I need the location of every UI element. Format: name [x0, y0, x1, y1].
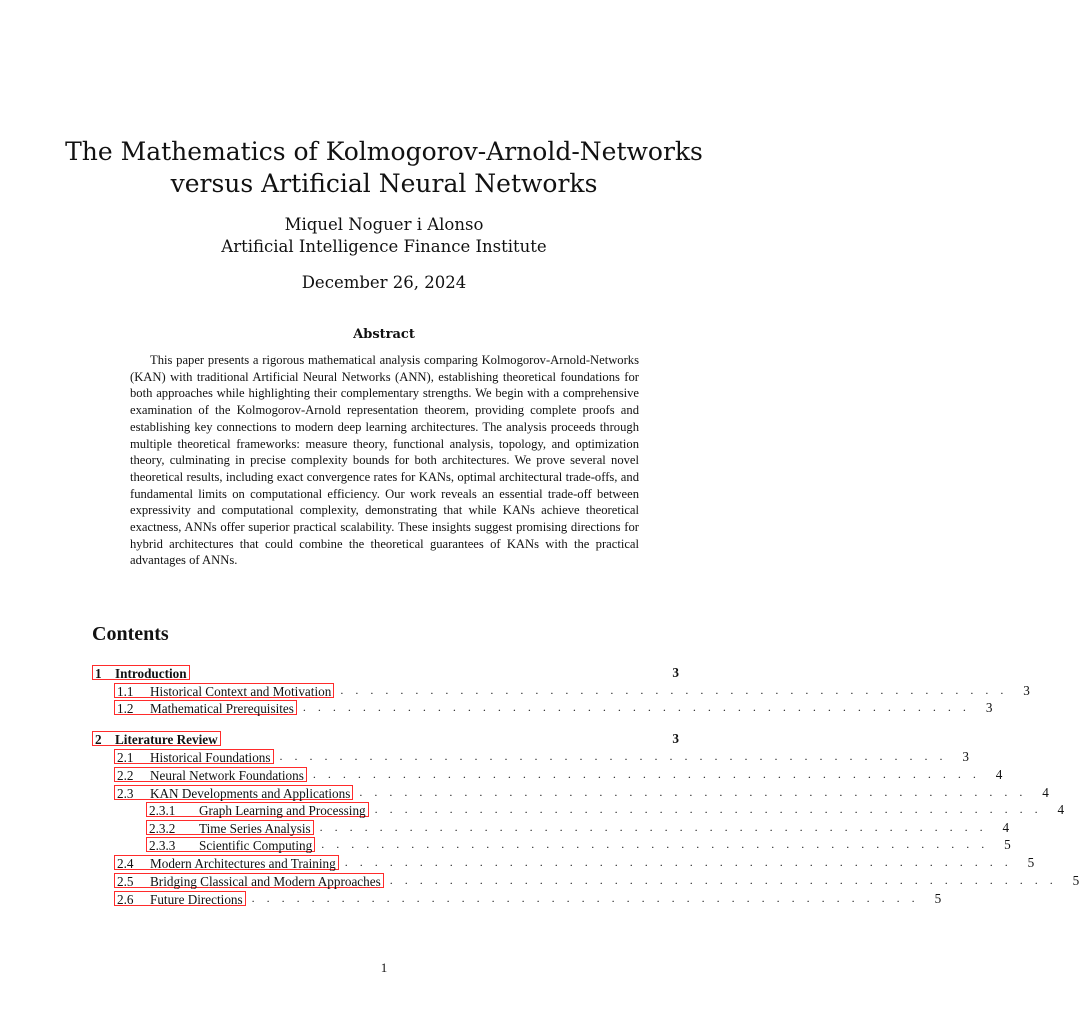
toc-entry-number: 2.3.3	[149, 838, 176, 854]
toc-entry-number: 2.5	[117, 874, 134, 890]
toc-entry-number: 2	[95, 732, 102, 748]
toc-entry	[114, 699, 993, 717]
toc-dot-leader: . . . . . . . . . . . . . . . . . . . . . . . . . . . . . . . . . . . . . . . . . . . . .	[279, 749, 948, 763]
toc-entry-title: Introduction	[115, 666, 187, 682]
paper-date: December 26, 2024	[301, 273, 467, 292]
toc-entry	[114, 766, 1003, 784]
toc-link[interactable]	[146, 837, 315, 852]
toc-link[interactable]	[114, 785, 353, 800]
toc-entry-page: 3	[672, 665, 679, 680]
toc-entry	[146, 819, 1010, 837]
toc-entry	[114, 784, 1049, 802]
toc-dot-leader: . . . . . . . . . . . . . . . . . . . . . . . . . . . . . . . . . . . . . . . . . . . . .	[374, 802, 1043, 816]
toc-entry-title: Scientific Computing	[199, 838, 313, 854]
toc-link[interactable]	[114, 855, 339, 870]
toc-entry-number: 2.1	[117, 750, 134, 766]
toc-entry-page: 4	[1002, 820, 1010, 835]
toc-link[interactable]	[92, 665, 190, 680]
toc-entry-title: Mathematical Prerequisites	[150, 701, 294, 717]
toc-entry-title: KAN Developments and Applications	[150, 786, 351, 802]
page-number: 1	[380, 960, 388, 975]
toc-entry-title: Historical Context and Motivation	[150, 684, 332, 700]
toc-link[interactable]	[114, 891, 246, 906]
toc-link[interactable]	[114, 767, 307, 782]
toc-link[interactable]	[114, 749, 274, 764]
toc-dot-leader: . . . . . . . . . . . . . . . . . . . . . . . . . . . . . . . . . . . . . . . . . . . . .	[319, 820, 988, 834]
toc-entry-number: 2.3	[117, 786, 134, 802]
toc-entry-page: 5	[1004, 837, 1011, 852]
toc-entry-page: 3	[985, 700, 993, 715]
toc-entry-number: 2.6	[117, 892, 134, 908]
toc-link[interactable]	[114, 700, 297, 715]
toc-entry-number: 1	[95, 666, 102, 682]
toc-entry-page: 3	[1023, 683, 1030, 698]
toc-entry-page: 3	[672, 731, 679, 746]
toc-entry-title: Future Directions	[150, 892, 243, 908]
toc-entry-number: 2.3.2	[149, 821, 176, 837]
toc-dot-leader: . . . . . . . . . . . . . . . . . . . . . . . . . . . . . . . . . . . . . . . . . . . . .	[251, 891, 920, 905]
toc-entry	[146, 801, 1065, 819]
toc-entry	[92, 664, 679, 682]
toc-entry-title: Modern Architectures and Training	[150, 856, 336, 872]
toc-entry-title: Neural Network Foundations	[150, 768, 304, 784]
author-name: Miquel Noguer i Alonso	[284, 215, 484, 234]
toc-entry	[114, 872, 1079, 890]
toc-dot-leader: . . . . . . . . . . . . . . . . . . . . . . . . . . . . . . . . . . . . . . . . . . . . .	[389, 873, 1058, 887]
toc-entry-page: 5	[1072, 873, 1079, 888]
toc-entry	[146, 836, 1011, 854]
abstract-text: This paper presents a rigorous mathematical analysis comparing Kolmogorov-Arnold-Networks (KAN) with traditional Artificial Neural Networks (ANN), establishing theoretical foundations for both approaches while highlighting their complementary strengths. We begin with a comprehensive examination of the Kolmogorov-Arnold representation theorem, providing complete proofs and establishing key connections to modern deep learning architectures. The analysis proceeds through multiple theoretical frameworks: measure theory, functional analysis, topology, and optimization theory, culminating in precise complexity bounds for both architectures. We prove several novel theoretical results, including exact convergence rates for KANs, optimal architectural trade-offs, and fundamental limits on computational efficiency. Our work reveals an essential trade-off between expressivity and computational complexity, demonstrating that while KANs achieve theoretical exactness, ANNs offer superior practical scalability. These insights suggest promising directions for hybrid architectures that could combine the theoretical guarantees of KANs with the practical advantages of ANNs.	[130, 353, 639, 568]
toc-entry	[114, 890, 942, 908]
toc-entry-number: 2.2	[117, 768, 134, 784]
toc-entry-page: 4	[1042, 785, 1049, 800]
toc-entry-page: 5	[1027, 855, 1035, 870]
toc-entry-title: Literature Review	[115, 732, 218, 748]
toc-link[interactable]	[114, 873, 384, 888]
toc-link[interactable]	[146, 802, 369, 817]
toc-entry-page: 3	[962, 749, 970, 764]
toc-dot-leader: . . . . . . . . . . . . . . . . . . . . . . . . . . . . . . . . . . . . . . . . . . . . .	[344, 855, 1013, 869]
toc-dot-leader: . . . . . . . . . . . . . . . . . . . . . . . . . . . . . . . . . . . . . . . . . . . . .	[302, 700, 971, 714]
toc-entry	[114, 854, 1035, 872]
toc-entry-title: Graph Learning and Processing	[199, 803, 366, 819]
toc-link[interactable]	[114, 683, 334, 698]
toc-dot-leader: . . . . . . . . . . . . . . . . . . . . . . . . . . . . . . . . . . . . . . . . . . . . .	[359, 785, 1027, 799]
toc-entry	[114, 748, 970, 766]
contents-heading: Contents	[92, 623, 169, 645]
toc-dot-leader: . . . . . . . . . . . . . . . . . . . . . . . . . . . . . . . . . . . . . . . . . . . . .	[340, 683, 1008, 697]
toc-entry-title: Bridging Classical and Modern Approaches	[150, 874, 381, 890]
toc-entry-number: 1.2	[117, 701, 134, 717]
toc-link[interactable]	[92, 731, 221, 746]
author-affiliation: Artificial Intelligence Finance Institute	[221, 237, 547, 256]
abstract-heading: Abstract	[353, 327, 415, 342]
toc-entry-page: 4	[995, 767, 1003, 782]
toc-entry-title: Time Series Analysis	[199, 821, 311, 837]
toc-entry	[92, 730, 679, 748]
title-line-1: The Mathematics of Kolmogorov-Arnold-Networks	[65, 137, 703, 166]
paper-title	[0, 136, 768, 200]
toc-entry-title: Historical Foundations	[150, 750, 271, 766]
toc-dot-leader: . . . . . . . . . . . . . . . . . . . . . . . . . . . . . . . . . . . . . . . . . . . . .	[312, 767, 981, 781]
toc-entry-number: 2.4	[117, 856, 134, 872]
toc-entry	[114, 682, 1030, 700]
toc-entry-page: 5	[934, 891, 942, 906]
toc-entry-number: 1.1	[117, 684, 134, 700]
toc-link[interactable]	[146, 820, 314, 835]
toc-entry-page: 4	[1057, 802, 1065, 817]
author-block	[0, 214, 768, 258]
title-line-2: versus Artificial Neural Networks	[170, 169, 598, 198]
toc-entry-number: 2.3.1	[149, 803, 176, 819]
toc-dot-leader: . . . . . . . . . . . . . . . . . . . . . . . . . . . . . . . . . . . . . . . . . . . . .	[321, 837, 989, 851]
